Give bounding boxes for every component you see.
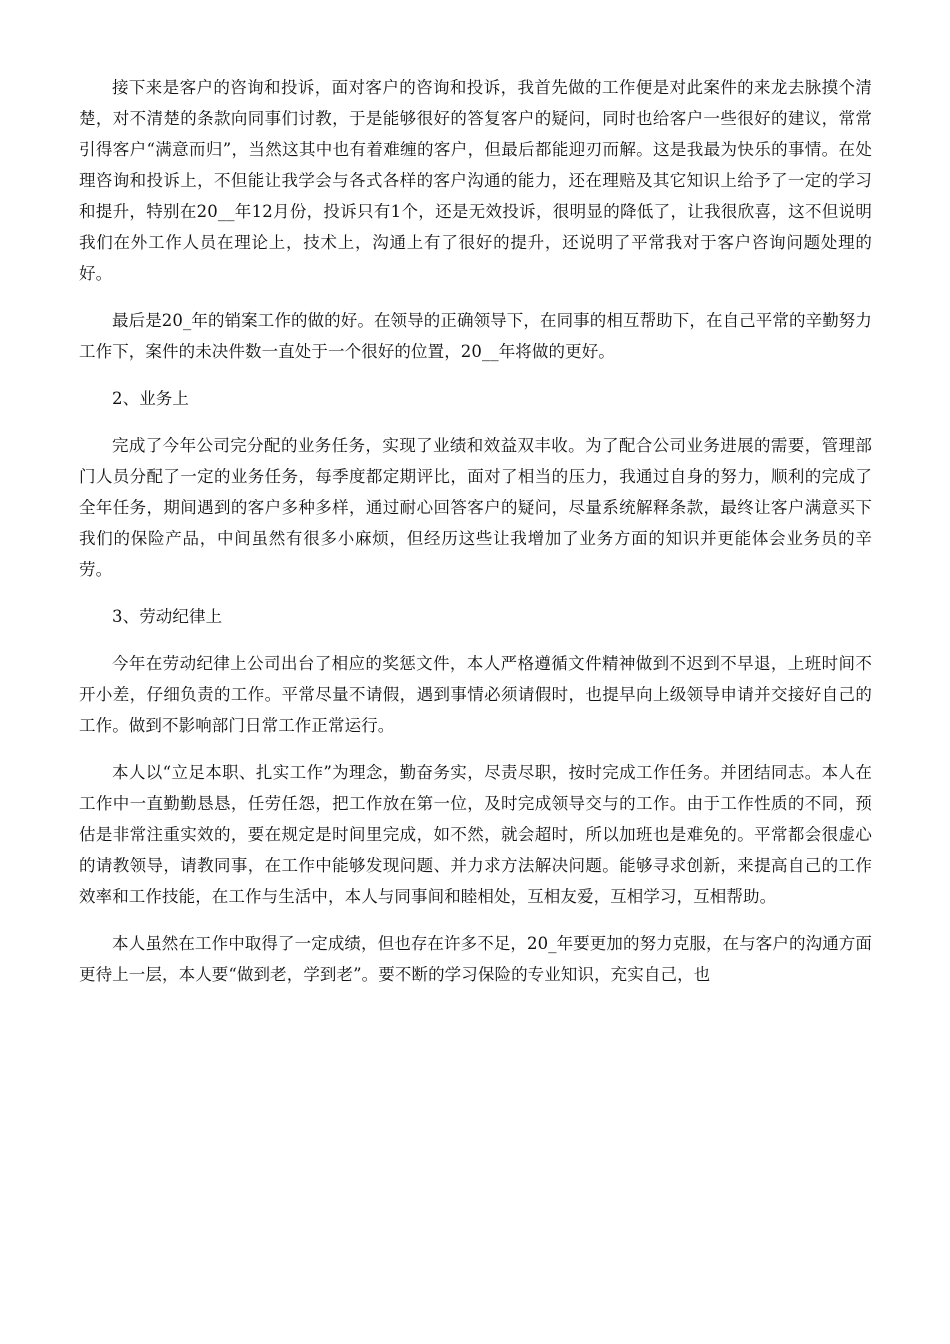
section-heading-discipline: 3、劳动纪律上 (112, 607, 223, 626)
paragraph-case-closing: 最后是20_年的销案工作的做的好。在领导的正确领导下，在同事的相互帮助下，在自己平常的辛勤努力工作下，案件的未决件数一直处于一个很好的位置，20__年将做的更好。 (79, 311, 872, 361)
section-heading-business: 2、业务上 (112, 389, 189, 408)
paragraph-work-attitude: 本人以“立足本职、扎实工作”为理念，勤奋务实，尽责尽职，按时完成工作任务。并团结同志。本人在工作中一直勤勤恳恳，任劳任怨，把工作放在第一位，及时完成领导交与的工作。由于工作性质的不同，预估是非常注重实效的，要在规定是时间里完成，如不然，就会超时，所以加班也是难免的。平常都会很虚心的请教领导，请教同事，在工作中能够发现问题、并力求方法解决问题。能够寻求创新，来提高自己的工作效率和工作技能，在工作与生活中，本人与同事间和睦相处，互相友爱，互相学习，互相帮助。 (79, 763, 872, 906)
paragraph-discipline: 今年在劳动纪律上公司出台了相应的奖惩文件，本人严格遵循文件精神做到不迟到不早退，上班时间不开小差，仔细负责的工作。平常尽量不请假，遇到事情必须请假时，也提早向上级领导申请并交接好自己的工作。做到不影响部门日常工作正常运行。 (79, 654, 872, 735)
document-body (79, 72, 872, 1006)
paragraph-shortcomings: 本人虽然在工作中取得了一定成绩，但也存在许多不足，20_年要更加的努力克服，在与客户的沟通方面更待上一层，本人要“做到老，学到老”。要不断的学习保险的专业知识，充实自己，也 (79, 934, 872, 984)
paragraph-complaints: 接下来是客户的咨询和投诉，面对客户的咨询和投诉，我首先做的工作便是对此案件的来龙去脉摸个清楚，对不清楚的条款向同事们讨教，于是能够很好的答复客户的疑问，同时也给客户一些很好的建议，常常引得客户“满意而归”，当然这其中也有着难缠的客户，但最后都能迎刃而解。这是我最为快乐的事情。在处理咨询和投诉上，不但能让我学会与各式各样的客户沟通的能力，还在理赔及其它知识上给予了一定的学习和提升，特别在20__年12月份，投诉只有1个，还是无效投诉，很明显的降低了，让我很欣喜，这不但说明我们在外工作人员在理论上，技术上，沟通上有了很好的提升，还说明了平常我对于客户咨询问题处理的好。 (79, 78, 872, 283)
paragraph-business: 完成了今年公司完分配的业务任务，实现了业绩和效益双丰收。为了配合公司业务进展的需要，管理部门人员分配了一定的业务任务，每季度都定期评比，面对了相当的压力，我通过自身的努力，顺利的完成了全年任务，期间遇到的客户多种多样，通过耐心回答客户的疑问，尽量系统解释条款，最终让客户满意买下我们的保险产品，中间虽然有很多小麻烦，但经历这些让我增加了业务方面的知识并更能体会业务员的辛劳。 (79, 436, 872, 579)
